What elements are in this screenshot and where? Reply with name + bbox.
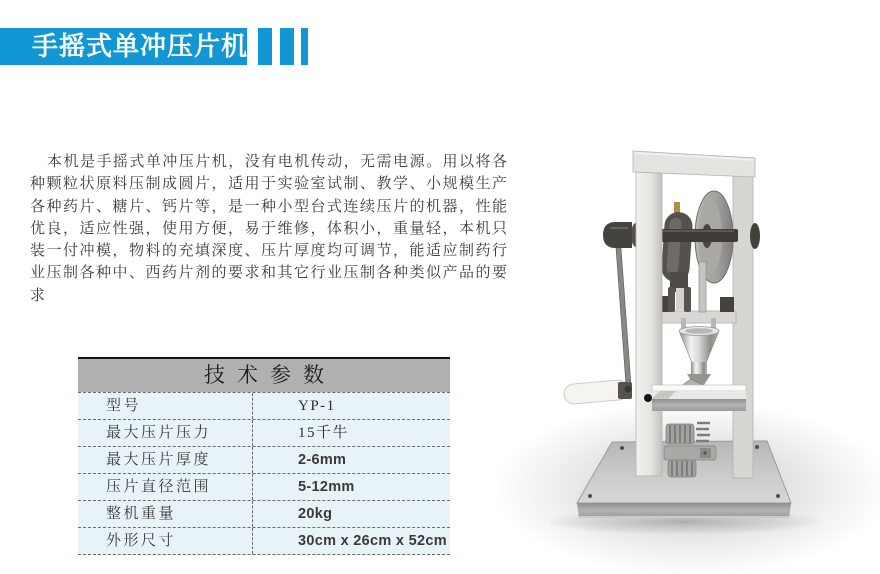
top-frame <box>633 151 755 177</box>
table-row <box>78 446 450 473</box>
connecting-rod <box>661 202 694 312</box>
spec-value: YP-1 <box>298 398 336 414</box>
table-row <box>78 473 450 500</box>
spec-table-title: 技术参数 <box>78 359 450 392</box>
table-row <box>78 500 450 527</box>
header-decor-bar <box>301 28 308 65</box>
crank-handle <box>563 248 632 405</box>
spec-table <box>78 357 450 555</box>
spec-value: 5-12mm <box>298 479 355 495</box>
table-row <box>78 419 450 446</box>
left-column <box>636 155 662 476</box>
table-row <box>78 392 450 419</box>
worktable <box>652 385 746 411</box>
spec-value: 30cm x 26cm x 52cm <box>298 533 447 549</box>
table-row <box>78 527 450 555</box>
page-title: 手摇式单冲压片机 <box>32 31 249 61</box>
spec-value: 15千牛 <box>298 425 350 441</box>
spec-label: 整机重量 <box>78 501 253 527</box>
title-banner <box>0 28 247 65</box>
product-photo <box>550 140 880 560</box>
spec-label: 压片直径范围 <box>78 474 253 500</box>
spec-label: 型号 <box>78 393 253 419</box>
spec-label: 外形尺寸 <box>78 528 253 554</box>
header-decor-bar <box>258 28 272 65</box>
spec-label: 最大压片厚度 <box>78 447 253 473</box>
spec-value: 2-6mm <box>298 452 347 468</box>
flywheel <box>695 191 733 312</box>
spec-label: 最大压片压力 <box>78 420 253 446</box>
header-decor-bar <box>280 28 294 65</box>
spec-value: 20kg <box>298 506 333 522</box>
product-description: 本机是手摇式单冲压片机，没有电机传动，无需电源。用以将各种颗粒状原料压制成圆片，适用于实验室试制、教学、小规模生产各种药片、糖片、钙片等，是一种小型台式连续压片的机器，性能优良，适应性强，使用方便，易于维修，体积小，重量轻，本机只装一付冲模，物料的充填深度、压片厚度均可调节，能适应制药行业压制各种中、西药片剂的要求和其它行业压制各种类似产品的要求 <box>30 154 508 304</box>
